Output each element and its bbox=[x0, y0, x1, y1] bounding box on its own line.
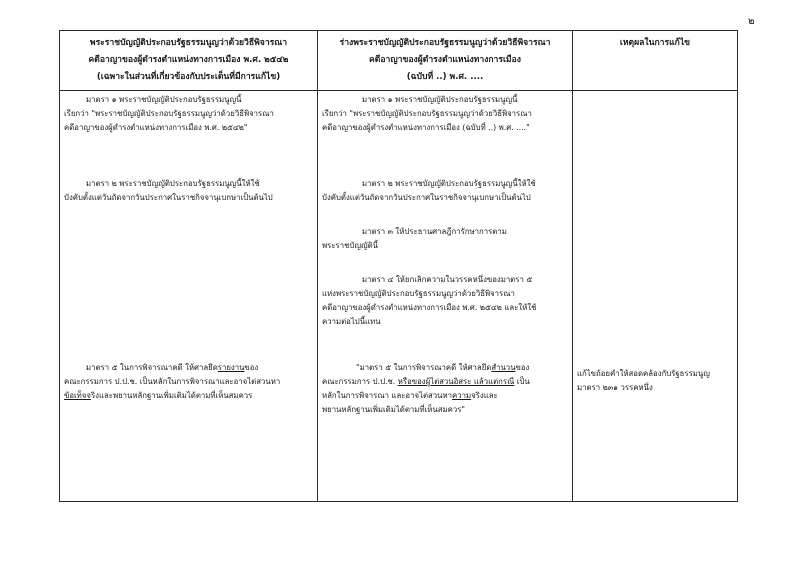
col3-reason bbox=[577, 367, 710, 395]
text-line: มาตรา ๑ พระราชบัญญัติประกอบรัฐธรรมนูญนี้ bbox=[86, 95, 242, 104]
text-line: พยานหลักฐานเพิ่มเติมได้ตามที่เห็นสมควร" bbox=[322, 405, 465, 414]
column-divider bbox=[572, 31, 573, 501]
text-line: คดีอาญาของผู้ดำรงตำแหน่งทางการเมือง (ฉบับที่ ..) พ.ศ. ...." bbox=[322, 123, 530, 132]
underlined-text: สำนวน bbox=[491, 363, 516, 372]
header-line: เหตุผลในการแก้ไข bbox=[619, 38, 691, 48]
col1-section-1 bbox=[64, 93, 274, 135]
col2-section-4 bbox=[322, 273, 536, 329]
col1-section-5 bbox=[64, 361, 280, 403]
text-line: คดีอาญาของผู้ดำรงตำแหน่งทางการเมือง พ.ศ. ๒๕๔๒" bbox=[64, 123, 248, 132]
col2-section-5 bbox=[322, 361, 530, 417]
text-segment: ริงและพยานหลักฐานเพิ่มเติมได้ตามที่เห็นสมควร bbox=[90, 391, 253, 400]
text-line: เรียกว่า "พระราชบัญญัติประกอบรัฐธรรมนูญว่าด้วยวิธีพิจารณา bbox=[64, 109, 274, 118]
text-line: แห่งพระราชบัญญัติประกอบรัฐธรรมนูญว่าด้วยวิธีพิจารณา bbox=[322, 289, 515, 298]
text-line: บังคับตั้งแต่วันถัดจากวันประกาศในราชกิจจานุเบกษาเป็นต้นไป bbox=[64, 193, 273, 202]
text-segment: คณะกรรมการ ป.ป.ช. bbox=[322, 377, 398, 386]
underlined-text: รายงาน bbox=[217, 363, 245, 372]
header-line: (เฉพาะในส่วนที่เกี่ยวข้องกับประเด็นที่มีการแก้ไข) bbox=[96, 72, 281, 82]
text-line: มาตรา ๒ พระราชบัญญัติประกอบรัฐธรรมนูญนี้ให้ใช้ bbox=[86, 179, 260, 188]
text-segment: จริงและ bbox=[471, 391, 498, 400]
text-line: แก้ไขถ้อยคำให้สอดคล้องกับรัฐธรรมนูญ bbox=[577, 369, 710, 378]
col1-section-2 bbox=[64, 177, 273, 205]
col2-section-1 bbox=[322, 93, 532, 135]
underlined-text: ความ bbox=[452, 391, 472, 400]
header-line: (ฉบับที่ ..) พ.ศ. .... bbox=[406, 72, 484, 82]
text-line: พระราชบัญญัตินี้ bbox=[322, 241, 379, 250]
col2-section-2 bbox=[322, 177, 536, 205]
text-segment: เป็น bbox=[514, 377, 530, 386]
text-line: มาตรา ๒ พระราชบัญญัติประกอบรัฐธรรมนูญนี้ให้ใช้ bbox=[362, 179, 536, 188]
text-segment: ของ bbox=[244, 363, 259, 372]
comparison-table bbox=[59, 30, 738, 502]
underlined-text: หรือของผู้ไต่สวนอิสระ แล้วแต่กรณี bbox=[397, 377, 515, 386]
text-line: บังคับตั้งแต่วันถัดจากวันประกาศในราชกิจจานุเบกษาเป็นต้นไป bbox=[322, 193, 531, 202]
underlined-text: ข้อเท็จจ bbox=[64, 391, 91, 400]
text-segment: มาตรา ๕ ในการพิจารณาคดี ให้ศาลยึด bbox=[86, 363, 218, 372]
text-line: ความต่อไปนี้แทน bbox=[322, 317, 381, 326]
column-divider bbox=[317, 31, 318, 501]
header-line: ร่างพระราชบัญญัติประกอบรัฐธรรมนูญว่าด้วยวิธีพิจารณา bbox=[339, 38, 551, 48]
header-draft-law bbox=[318, 35, 572, 86]
page-number: ๒ bbox=[748, 16, 755, 27]
text-line: เรียกว่า "พระราชบัญญัติประกอบรัฐธรรมนูญว่าด้วยวิธีพิจารณา bbox=[322, 109, 532, 118]
text-line: มาตรา ๒๓๑ วรรคหนึ่ง bbox=[577, 383, 653, 392]
col2-section-3 bbox=[322, 225, 507, 253]
text-segment: หลักในการพิจารณา และอาจไต่สวนหา bbox=[322, 391, 453, 400]
header-line: คดีอาญาของผู้ดำรงตำแหน่งทางการเมือง พ.ศ. ๒๕๔๒ bbox=[88, 55, 289, 65]
text-segment: "มาตรา ๕ ในการพิจารณาคดี ให้ศาลยึด bbox=[356, 363, 492, 372]
header-current-law bbox=[60, 35, 317, 86]
text-line: คดีอาญาของผู้ดำรงตำแหน่งทางการเมือง พ.ศ. ๒๕๔๒ และให้ใช้ bbox=[322, 303, 537, 312]
text-segment: ของ bbox=[515, 363, 530, 372]
text-line: มาตรา ๓ ให้ประธานศาลฎีการักษาการตาม bbox=[362, 227, 507, 236]
text-line: คณะกรรมการ ป.ป.ช. เป็นหลักในการพิจารณาและอาจไต่สวนหา bbox=[64, 377, 281, 386]
header-line: พระราชบัญญัติประกอบรัฐธรรมนูญว่าด้วยวิธีพิจารณา bbox=[89, 38, 288, 48]
header-line: คดีอาญาของผู้ดำรงตำแหน่งทางการเมือง bbox=[369, 55, 521, 65]
header-reason bbox=[573, 35, 737, 52]
header-divider bbox=[60, 90, 737, 91]
text-line: มาตรา ๔ ให้ยกเลิกความในวรรคหนึ่งของมาตรา ๕ bbox=[362, 275, 533, 284]
text-line: มาตรา ๑ พระราชบัญญัติประกอบรัฐธรรมนูญนี้ bbox=[362, 95, 518, 104]
